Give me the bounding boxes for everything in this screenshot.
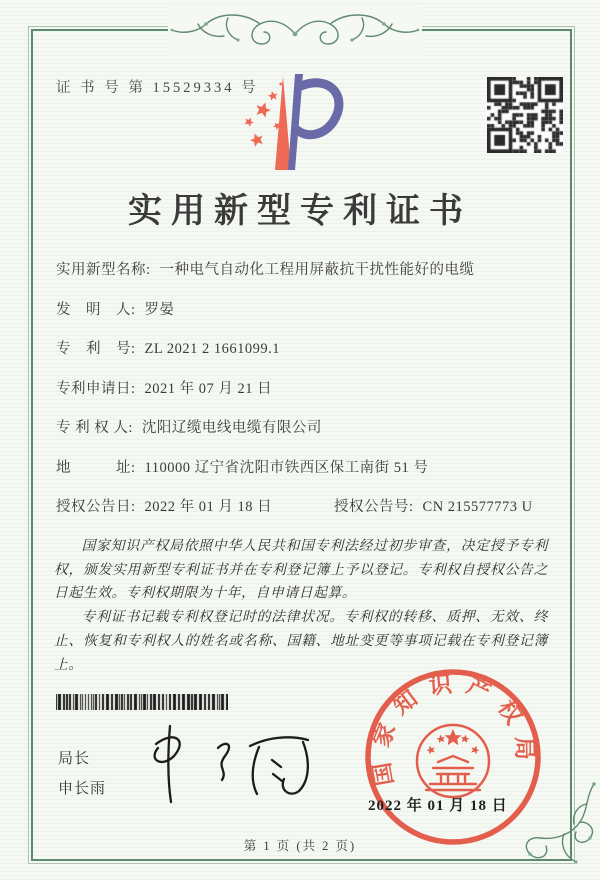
field-application-date <box>56 379 548 399</box>
field-label: 专 利 权 人: <box>56 420 133 436</box>
field-label: 授权公告号: <box>334 499 414 515</box>
field-value: 罗晏 <box>144 301 175 318</box>
svg-text:国家知识产权局 <box>367 671 537 788</box>
cnipa-logo-icon <box>233 70 347 178</box>
seal-text: 国家知识产权局 <box>367 670 538 788</box>
national-emblem <box>417 725 489 797</box>
field-label: 实用新型名称: <box>56 262 151 278</box>
legal-paragraph-2: 专利证书记载专利权登记时的法律状况。专利权的转移、质押、无效、终止、恢复和专利权人的姓名或名称、国籍、地址变更等事项记载在专利登记簿上。 <box>54 609 548 672</box>
field-grant-row <box>56 497 548 517</box>
legal-paragraph-1: 国家知识产权局依照中华人民共和国专利法经过初步审查，决定授予专利权，颁发实用新型专利证书并在专利登记簿上予以登记。专利权自授权公告之日起生效。专利权期限为十年，自申请日起算。 <box>54 538 548 601</box>
field-value: 110000 辽宁省沈阳市铁西区保工南街 51 号 <box>144 459 429 476</box>
signer-block <box>58 744 106 804</box>
field-grant-number <box>334 497 533 517</box>
seal-date: 2022 年 01 月 18 日 <box>368 798 508 814</box>
signer-name: 申长雨 <box>58 781 107 797</box>
certificate-number: 证 书 号 第 15529334 号 <box>56 80 259 96</box>
director-signature <box>122 716 332 811</box>
field-value: 2022 年 01 月 18 日 <box>144 499 273 515</box>
field-patentee <box>56 418 548 438</box>
field-address <box>56 458 548 478</box>
field-value: 2021 年 07 月 21 日 <box>144 380 273 397</box>
field-list <box>56 260 548 517</box>
page-number: 第 1 页 (共 2 页) <box>243 839 357 853</box>
field-utility-name <box>56 260 548 280</box>
field-label: 发 明 人: <box>56 301 136 318</box>
field-label: 专利申请日: <box>56 380 136 397</box>
signer-title: 局长 <box>58 751 91 767</box>
field-value: ZL 2021 2 1661099.1 <box>144 341 280 357</box>
field-grant-date <box>56 497 334 517</box>
top-flourish-ornament <box>168 4 422 58</box>
qr-code-icon <box>487 77 563 153</box>
field-patent-number <box>56 339 548 359</box>
field-value: 沈阳辽缆电线电缆有限公司 <box>141 420 322 436</box>
field-value: CN 215577773 U <box>422 499 533 515</box>
official-seal <box>362 666 544 848</box>
field-inventor <box>56 300 548 320</box>
barcode-icon <box>56 694 228 710</box>
field-label: 地 址: <box>56 459 136 476</box>
legal-text <box>54 534 548 676</box>
field-value: 一种电气自动化工程用屏蔽抗干扰性能好的电缆 <box>159 262 475 278</box>
field-label: 授权公告日: <box>56 499 136 515</box>
field-label: 专 利 号: <box>56 341 136 357</box>
certificate-title: 实用新型专利证书 <box>128 193 472 230</box>
